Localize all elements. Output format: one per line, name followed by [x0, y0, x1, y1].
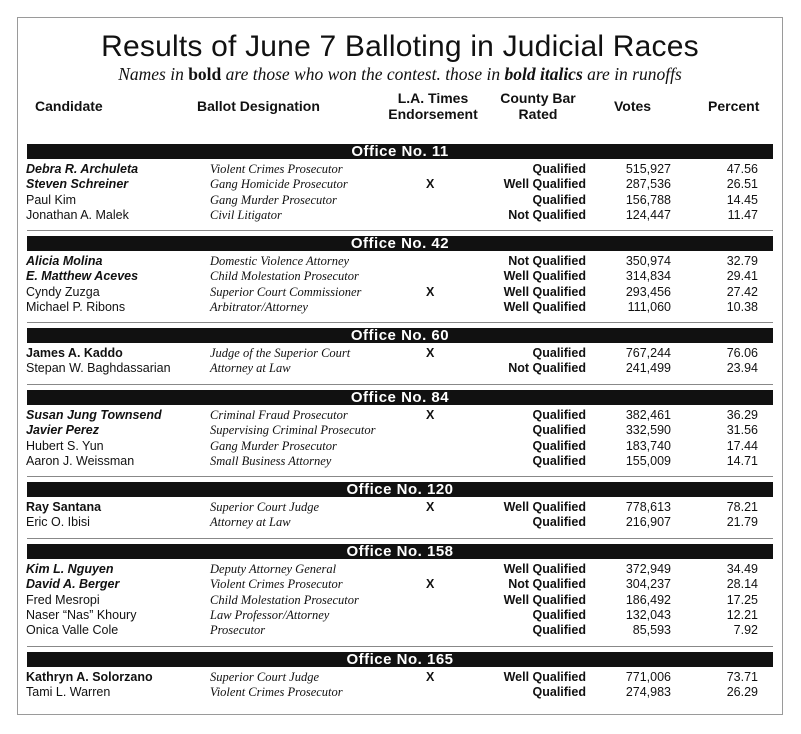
office-header: Office No. 165 — [27, 652, 773, 667]
vote-count: 85,593 — [632, 623, 671, 638]
vote-percent: 32.79 — [726, 254, 758, 268]
vote-count: 132,043 — [625, 607, 671, 622]
table-row — [18, 593, 782, 608]
ballot-designation: Judge of the Superior Court — [210, 346, 351, 360]
county-bar-rating: Not Qualified — [508, 361, 586, 376]
vote-count: 304,237 — [625, 577, 671, 592]
vote-percent: 7.92 — [733, 623, 758, 638]
section-divider — [27, 538, 773, 539]
ballot-designation: Child Molestation Prosecutor — [210, 592, 359, 607]
ballot-designation: Supervising Criminal Prosecutor — [210, 423, 376, 438]
ballot-designation: Superior Court Judge — [210, 670, 320, 684]
vote-percent: 12.21 — [726, 607, 758, 622]
table-row — [18, 577, 782, 592]
candidate-name: Alicia Molina — [26, 254, 103, 268]
office-header: Office No. 158 — [27, 544, 773, 559]
candidate-name: Hubert S. Yun — [26, 438, 104, 453]
subtitle-bold-italic-word: bold italics — [504, 64, 583, 84]
county-bar-rating: Qualified — [532, 438, 586, 453]
table-row — [18, 193, 782, 208]
vote-percent: 11.47 — [727, 207, 758, 222]
county-bar-rating: Well Qualified — [503, 562, 586, 576]
candidate-name: E. Matthew Aceves — [26, 269, 139, 284]
vote-percent: 29.41 — [726, 269, 758, 284]
section-divider — [27, 646, 773, 647]
candidate-name: Tami L. Warren — [26, 685, 111, 700]
vote-percent: 23.94 — [726, 361, 758, 376]
county-bar-rating: Well Qualified — [503, 670, 586, 684]
results-table-frame — [17, 17, 783, 715]
endorsement-mark: X — [426, 500, 435, 514]
ballot-designation: Attorney at Law — [210, 361, 291, 376]
page-subtitle — [18, 64, 782, 85]
table-row — [18, 269, 782, 284]
ballot-designation: Criminal Fraud Prosecutor — [210, 408, 348, 422]
county-bar-rating: Qualified — [532, 423, 586, 438]
table-row — [18, 408, 782, 423]
subtitle-part-3: are in runoffs — [582, 64, 682, 84]
table-row — [18, 515, 782, 530]
county-bar-rating: Well Qualified — [503, 177, 586, 192]
table-row — [18, 500, 782, 515]
vote-percent: 78.21 — [726, 500, 758, 514]
table-row — [18, 208, 782, 223]
vote-percent: 10.38 — [726, 299, 758, 314]
page-title: Results of June 7 Balloting in Judicial Races — [101, 30, 699, 63]
county-bar-rating: Well Qualified — [503, 299, 586, 314]
county-bar-rating: Not Qualified — [508, 207, 586, 222]
vote-percent: 26.51 — [726, 177, 758, 192]
vote-count: 287,536 — [625, 177, 671, 192]
vote-count: 155,009 — [625, 453, 671, 468]
vote-count: 314,834 — [625, 269, 671, 284]
county-bar-rating: Well Qualified — [503, 269, 586, 284]
county-bar-rating: Qualified — [532, 607, 586, 622]
office-header: Office No. 84 — [27, 390, 773, 405]
vote-percent: 28.14 — [726, 577, 758, 592]
vote-percent: 73.71 — [726, 670, 758, 684]
vote-count: 771,006 — [625, 670, 671, 684]
vote-count: 186,492 — [625, 592, 671, 607]
office-header: Office No. 120 — [27, 482, 773, 497]
ballot-designation: Domestic Violence Attorney — [210, 254, 350, 268]
candidate-name: David A. Berger — [26, 577, 120, 592]
candidate-name: Eric O. Ibisi — [26, 515, 90, 530]
ballot-designation: Superior Court Commissioner — [210, 284, 362, 299]
candidate-name: Kim L. Nguyen — [26, 562, 114, 576]
vote-percent: 21.79 — [726, 515, 758, 530]
candidate-name: Aaron J. Weissman — [26, 453, 135, 468]
office-header: Office No. 11 — [27, 144, 773, 159]
vote-count: 332,590 — [625, 423, 671, 438]
ballot-designation: Gang Murder Prosecutor — [210, 192, 337, 207]
ballot-designation: Violent Crimes Prosecutor — [210, 162, 343, 176]
endorsement-mark: X — [426, 408, 435, 422]
table-row — [18, 439, 782, 454]
vote-count: 350,974 — [625, 254, 671, 268]
vote-percent: 17.25 — [726, 592, 758, 607]
table-row — [18, 685, 782, 700]
vote-count: 124,447 — [625, 207, 671, 222]
vote-percent: 26.29 — [726, 685, 758, 700]
table-row — [18, 562, 782, 577]
vote-count: 216,907 — [625, 515, 671, 530]
candidate-name: James A. Kaddo — [26, 346, 123, 360]
county-bar-rating: Qualified — [532, 408, 586, 422]
vote-percent: 34.49 — [726, 562, 758, 576]
vote-count: 241,499 — [625, 361, 671, 376]
vote-count: 515,927 — [625, 162, 671, 176]
county-bar-rating: Qualified — [532, 162, 586, 176]
ballot-designation: Law Professor/Attorney — [210, 607, 330, 622]
ballot-designation: Violent Crimes Prosecutor — [210, 685, 343, 700]
vote-count: 111,060 — [627, 299, 671, 314]
section-divider — [27, 476, 773, 477]
vote-percent: 36.29 — [726, 408, 758, 422]
candidate-name: Jonathan A. Malek — [26, 207, 129, 222]
table-row — [18, 423, 782, 438]
county-bar-rating: Qualified — [532, 192, 586, 207]
table-row — [18, 300, 782, 315]
section-divider — [27, 322, 773, 323]
ballot-designation: Gang Homicide Prosecutor — [210, 177, 348, 192]
county-bar-rating: Not Qualified — [508, 577, 586, 592]
county-bar-rating: Qualified — [532, 346, 586, 360]
header-endorsement — [378, 90, 488, 122]
office-header: Office No. 42 — [27, 236, 773, 251]
county-bar-rating: Not Qualified — [508, 254, 586, 268]
ballot-designation: Civil Litigator — [210, 207, 282, 222]
table-row — [18, 177, 782, 192]
vote-count: 778,613 — [625, 500, 671, 514]
vote-count: 372,949 — [625, 562, 671, 576]
candidate-name: Ray Santana — [26, 500, 102, 514]
subtitle-part-2: are those who won the contest. those in — [221, 64, 505, 84]
table-row — [18, 285, 782, 300]
county-bar-rating: Well Qualified — [503, 592, 586, 607]
header-county-bar-rated — [488, 90, 588, 122]
vote-count: 183,740 — [625, 438, 671, 453]
table-row — [18, 608, 782, 623]
vote-count: 274,983 — [625, 685, 671, 700]
header-ballot-designation: Ballot Designation — [197, 98, 320, 114]
endorsement-mark: X — [426, 177, 435, 192]
ballot-designation: Child Molestation Prosecutor — [210, 269, 359, 284]
county-bar-rating: Qualified — [532, 685, 586, 700]
vote-percent: 76.06 — [726, 346, 758, 360]
ballot-designation: Violent Crimes Prosecutor — [210, 577, 343, 592]
subtitle-bold-word: bold — [188, 64, 222, 84]
county-bar-rating: Qualified — [532, 623, 586, 638]
county-bar-rating: Qualified — [532, 515, 586, 530]
table-row — [18, 670, 782, 685]
candidate-name: Kathryn A. Solorzano — [26, 670, 153, 684]
table-row — [18, 162, 782, 177]
candidate-name: Michael P. Ribons — [26, 299, 126, 314]
vote-count: 767,244 — [625, 346, 671, 360]
candidate-name: Onica Valle Cole — [26, 623, 119, 638]
ballot-designation: Arbitrator/Attorney — [210, 299, 308, 314]
candidate-name: Debra R. Archuleta — [26, 162, 139, 176]
endorsement-mark: X — [426, 577, 435, 592]
candidate-name: Steven Schreiner — [26, 177, 129, 192]
table-row — [18, 361, 782, 376]
header-county-bar-line-1: County Bar — [500, 90, 576, 106]
header-votes: Votes — [614, 98, 652, 114]
candidate-name: Naser “Nas” Khoury — [26, 607, 137, 622]
vote-count: 293,456 — [625, 284, 671, 299]
table-row — [18, 454, 782, 469]
vote-percent: 17.44 — [726, 438, 758, 453]
endorsement-mark: X — [426, 670, 435, 684]
candidate-name: Paul Kim — [26, 192, 77, 207]
vote-count: 156,788 — [625, 192, 671, 207]
ballot-designation: Small Business Attorney — [210, 453, 332, 468]
vote-percent: 47.56 — [726, 162, 758, 176]
vote-count: 382,461 — [625, 408, 671, 422]
vote-percent: 27.42 — [726, 284, 758, 299]
header-percent: Percent — [708, 98, 760, 114]
header-candidate: Candidate — [35, 98, 103, 114]
office-header: Office No. 60 — [27, 328, 773, 343]
vote-percent: 14.45 — [726, 192, 758, 207]
subtitle-part-1: Names in — [118, 64, 189, 84]
candidate-name: Fred Mesropi — [26, 592, 100, 607]
candidate-name: Cyndy Zuzga — [26, 284, 100, 299]
section-divider — [27, 384, 773, 385]
endorsement-mark: X — [426, 346, 435, 360]
county-bar-rating: Well Qualified — [503, 500, 586, 514]
vote-percent: 31.56 — [726, 423, 758, 438]
candidate-name: Javier Perez — [26, 423, 99, 438]
table-row — [18, 346, 782, 361]
header-endorsement-line-1: L.A. Times — [397, 90, 469, 106]
county-bar-rating: Well Qualified — [503, 284, 586, 299]
ballot-designation: Gang Murder Prosecutor — [210, 438, 337, 453]
ballot-designation: Deputy Attorney General — [210, 562, 337, 576]
ballot-designation: Superior Court Judge — [210, 500, 320, 514]
candidate-name: Susan Jung Townsend — [26, 408, 162, 422]
county-bar-rating: Qualified — [532, 453, 586, 468]
candidate-name: Stepan W. Baghdassarian — [26, 361, 171, 376]
section-divider — [27, 230, 773, 231]
table-row — [18, 623, 782, 638]
header-endorsement-line-2: Endorsement — [388, 106, 478, 122]
ballot-designation: Prosecutor — [210, 623, 266, 638]
ballot-designation: Attorney at Law — [210, 515, 291, 530]
endorsement-mark: X — [426, 284, 435, 299]
header-county-bar-line-2: Rated — [518, 106, 558, 122]
table-row — [18, 254, 782, 269]
vote-percent: 14.71 — [726, 453, 758, 468]
